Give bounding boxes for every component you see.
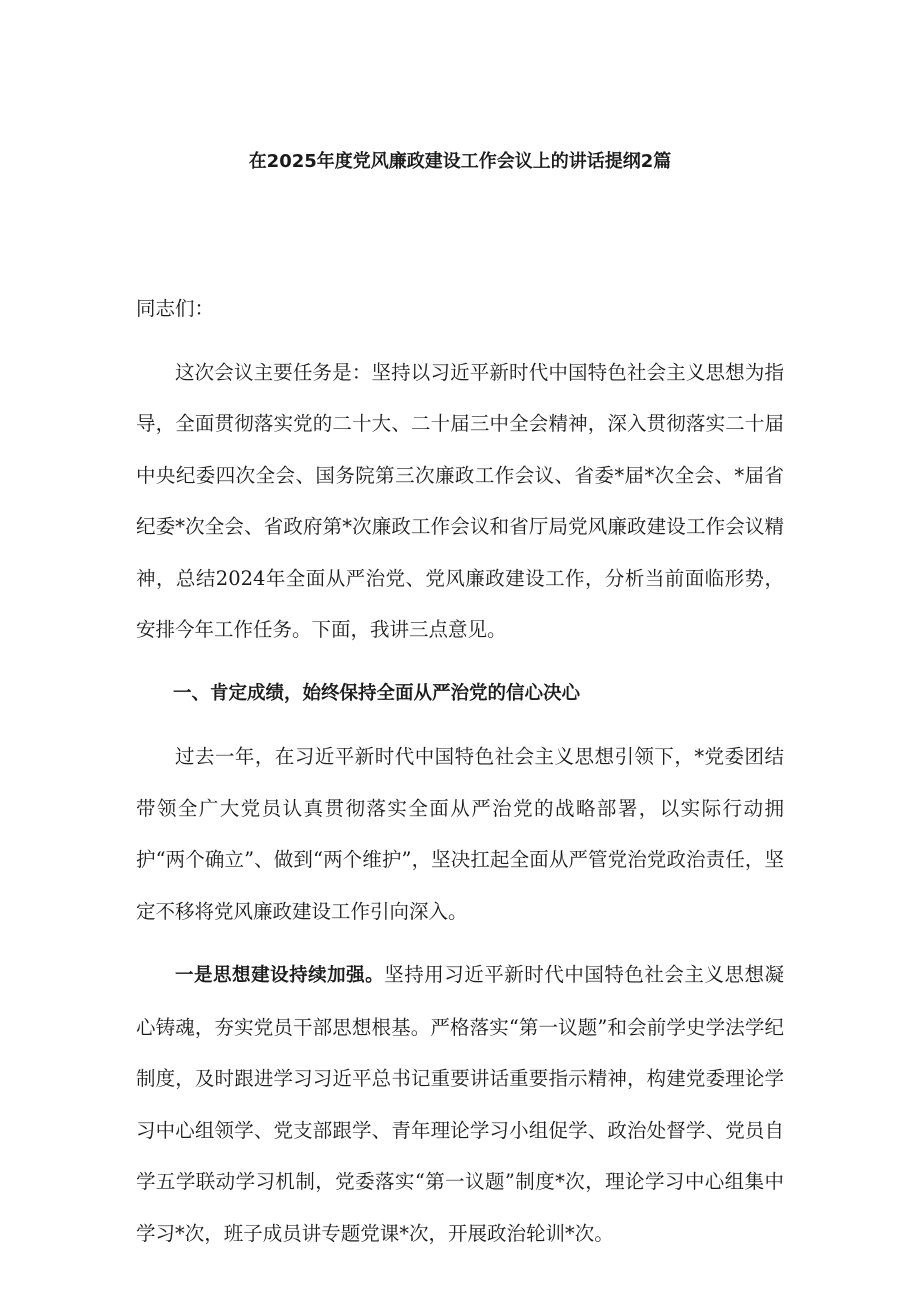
section-heading-1: 一、肯定成绩，始终保持全面从严治党的信心决心 — [173, 682, 581, 704]
document-title: 在2025年度党风廉政建设工作会议上的讲话提纲2篇 — [248, 151, 672, 172]
paragraph-intro: 这次会议主要任务是：坚持以习近平新时代中国特色社会主义思想为指导，全面贯彻落实党的二十大、二十届三中全会精神，深入贯彻落实二十届中央纪委四次全会、国务院第三次廉政工作会议、省委*届*次全会、*届省纪委*次全会、省政府第*次廉政工作会议和省厅局党风廉政建设工作会议精神，总结2024年全面从严治党、党风廉政建设工作，分析当前面临形势，安排今年工作任务。下面，我讲三点意见。 — [136, 360, 784, 641]
paragraph-ideology — [136, 949, 784, 1259]
paragraph-achievements: 过去一年，在习近平新时代中国特色社会主义思想引领下，*党委团结带领全广大党员认真贯彻落实全面从严治党的战略部署，以实际行动拥护“两个确立”、做到“两个维护”，坚决扛起全面从严管党治党政治责任，坚定不移将党风廉政建设工作引向深入。 — [136, 745, 784, 923]
document-body — [136, 283, 784, 1271]
paragraph-lead: 一是思想建设持续加强。 — [175, 965, 385, 986]
salutation: 同志们： — [136, 297, 215, 320]
paragraph-body: 坚持用习近平新时代中国特色社会主义思想凝心铸魂，夯实党员干部思想根基。严格落实“第一议题”和会前学史学法学纪制度，及时跟进学习习近平总书记重要讲话重要指示精神，构建党委理论学习中心组领学、党支部跟学、青年理论学习小组促学、政治处督学、党员自学五学联动学习机制，党委落实“第一议题”制度*次，理论学习中心组集中学习*次，班子成员讲专题党课*次，开展政治轮训*次。 — [136, 963, 784, 1245]
